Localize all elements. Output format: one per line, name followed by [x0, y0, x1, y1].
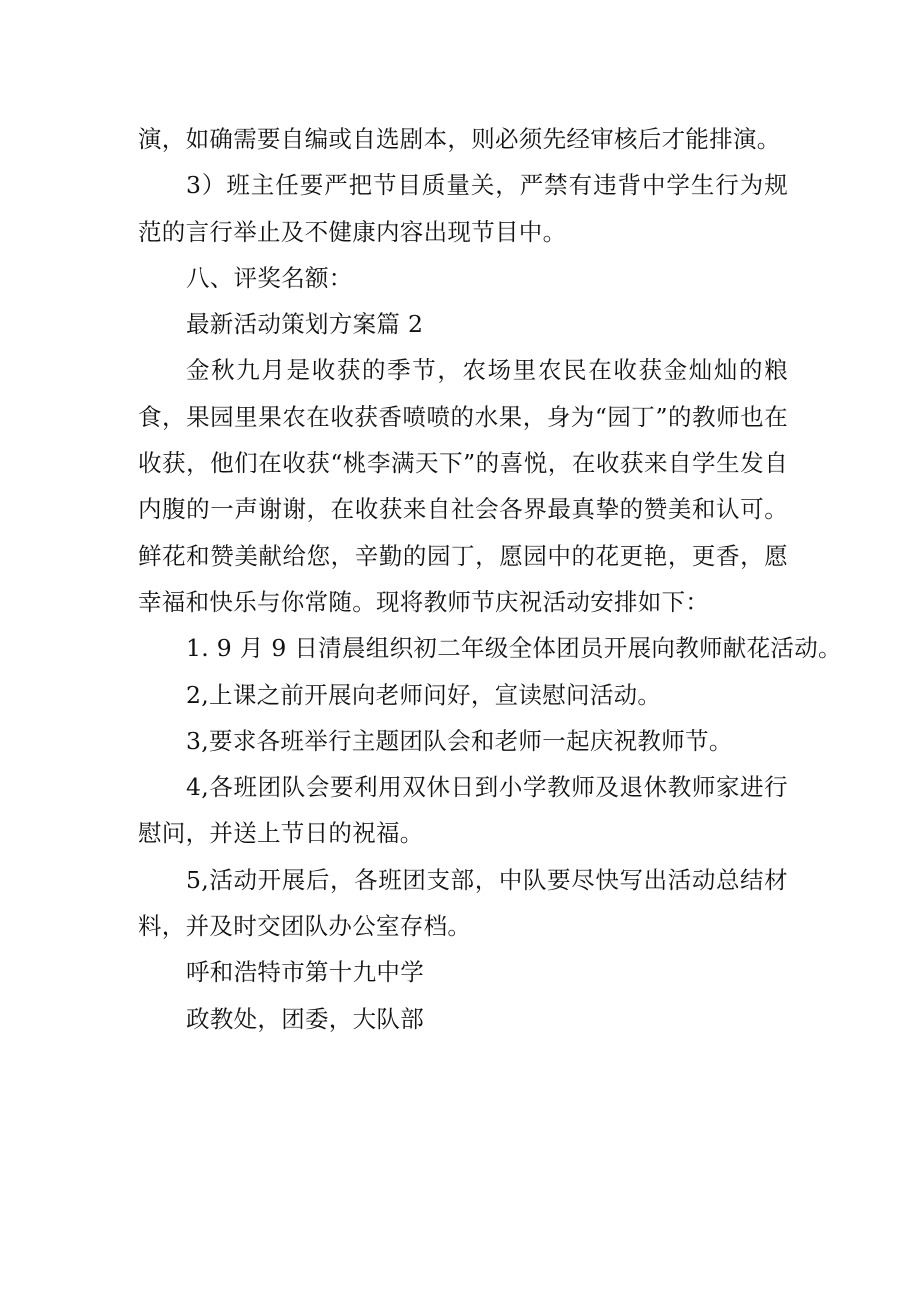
list-item-2: 2,上课之前开展向老师问好，宣读慰问活动。 — [186, 680, 662, 709]
list-item-1: 1. 9 月 9 日清晨组织初二年级全体团员开展向教师献花活动。 — [186, 634, 842, 663]
paragraph-item-3: 3）班主任要严把节目质量关，严禁有违背中学生行为规范的言行举止及不健康内容出现节目中。 — [138, 171, 788, 246]
paragraph-intro: 金秋九月是收获的季节，农场里农民在收获金灿灿的粮食，果园里果农在收获香喷喷的水果，身为“园丁”的教师也在收获，他们在收获“桃李满天下”的喜悦，在收获来自学生发自内腹的一声谢谢，在收获来自社会各界最真挚的赞美和认可。鲜花和赞美献给您，辛勤的园丁，愿园中的花更艳，更香，愿幸福和快乐与你常随。现将教师节庆祝活动安排如下： — [138, 356, 788, 616]
list-item-3: 3,要求各班举行主题团队会和老师一起庆祝教师节。 — [186, 726, 733, 755]
section-heading-awards: 八、评奖名额： — [186, 263, 353, 292]
section-heading-plan-2: 最新活动策划方案篇 2 — [186, 310, 424, 339]
list-item-4: 4,各班团队会要利用双休日到小学教师及退休教师家进行慰问，并送上节日的祝福。 — [138, 773, 788, 848]
paragraph-continuation: 演，如确需要自编或自选剧本，则必须先经审核后才能排演。 — [138, 125, 781, 153]
document-body — [138, 116, 842, 1042]
signature-school: 呼和浩特市第十九中学 — [186, 958, 424, 987]
signature-departments: 政教处，团委，大队部 — [186, 1004, 424, 1033]
list-item-5: 5,活动开展后，各班团支部，中队要尽快写出活动总结材料，并及时交团队办公室存档。 — [138, 865, 788, 941]
